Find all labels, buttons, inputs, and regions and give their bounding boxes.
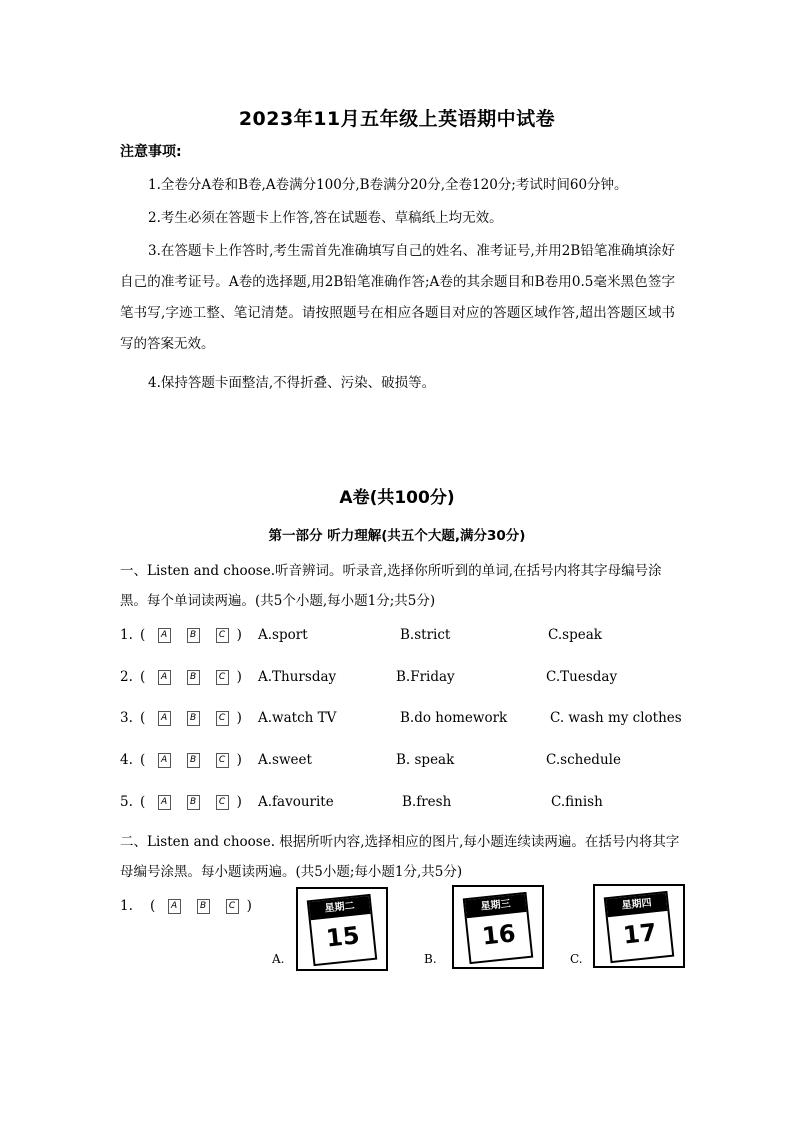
option-c: C. wash my clothes <box>550 710 682 726</box>
bubble-a[interactable]: A <box>158 628 171 643</box>
bubble-b[interactable]: B <box>197 899 210 914</box>
calendar-weekday: 星期四 <box>606 893 668 917</box>
q1-num: 2. <box>120 669 133 685</box>
option-b: B.do homework <box>400 710 508 726</box>
option-a: A.Thursday <box>258 669 337 685</box>
bubble-c[interactable]: C <box>226 899 239 914</box>
option-b: B.Friday <box>396 669 455 685</box>
option-c: C.schedule <box>546 752 621 768</box>
q1-num: 4. <box>120 752 133 768</box>
bubble-b[interactable]: B <box>187 795 200 810</box>
calendar-page <box>307 894 378 966</box>
calendar-image-c <box>593 884 685 968</box>
notice-item-2: 2.考生必须在答题卡上作答,答在试题卷、草稿纸上均无效。 <box>148 210 503 226</box>
bubble-b[interactable]: B <box>187 670 200 685</box>
option-a: A.sweet <box>258 752 312 768</box>
notice-item-4: 4.保持答题卡面整洁,不得折叠、污染、破损等。 <box>148 375 436 391</box>
bubble-b[interactable]: B <box>187 628 200 643</box>
bubble-a[interactable]: A <box>158 795 171 810</box>
option-a: A.favourite <box>258 794 334 810</box>
bubble-a[interactable]: A <box>158 753 171 768</box>
option-c: C.Tuesday <box>546 669 618 685</box>
q2-num: 1. <box>120 898 133 914</box>
q1-row-4 <box>120 752 700 774</box>
bubble-c[interactable]: C <box>216 711 229 726</box>
q1-row-5 <box>120 794 700 816</box>
notice-item-3: 3.在答题卡上作答时,考生需首先准确填写自己的姓名、准考证号,并用2B铅笔准确填涂好自己的准考证号。A卷的选择题,用2B铅笔准确作答;A卷的其余题目和B卷用0.5毫米黑色签字笔书写,字迹工整、笔记清楚。请按照题号在相应各题目对应的答题区域作答,超出答题区域书写的答案无效。 <box>120 243 675 352</box>
page-title: 2023年11月五年级上英语期中试卷 <box>238 108 556 130</box>
q1-row-2 <box>120 669 700 691</box>
calendar-page <box>604 891 675 963</box>
bubble-b[interactable]: B <box>187 711 200 726</box>
option-a-label: A. <box>272 952 285 966</box>
notice-list <box>120 170 675 399</box>
option-c-label: C. <box>570 952 583 966</box>
notice-item-1: 1.全卷分A卷和B卷,A卷满分100分,B卷满分20分,全卷120分;考试时间60分钟。 <box>148 177 628 193</box>
answer-bubbles[interactable]: ( A B C ) <box>140 710 242 726</box>
calendar-image-a <box>296 887 388 971</box>
option-b: B.strict <box>400 627 451 643</box>
q1-row-1 <box>120 627 700 649</box>
answer-bubbles[interactable]: ( A B C ) <box>140 669 242 685</box>
q1-num: 3. <box>120 710 133 726</box>
bubble-c[interactable]: C <box>216 628 229 643</box>
answer-bubbles[interactable]: ( A B C ) <box>150 898 252 914</box>
part1-title: 第一部分 听力理解(共五个大题,满分30分) <box>268 528 526 544</box>
q1-instruction: 一、Listen and choose.听音辨词。听录音,选择你所听到的单词,在括号内将其字母编号涂黑。每个单词读两遍。(共5个小题,每小题1分;共5分) <box>120 563 662 609</box>
bubble-a[interactable]: A <box>158 670 171 685</box>
bubble-c[interactable]: C <box>216 753 229 768</box>
section-a-title: A卷(共100分) <box>339 488 455 508</box>
notice-heading: 注意事项: <box>120 144 182 160</box>
answer-bubbles[interactable]: ( A B C ) <box>140 794 242 810</box>
calendar-date: 16 <box>480 919 517 951</box>
calendar-weekday: 星期三 <box>465 894 527 918</box>
calendar-date: 17 <box>621 918 658 950</box>
q1-row-3 <box>120 710 700 732</box>
answer-bubbles[interactable]: ( A B C ) <box>140 752 242 768</box>
q1-num: 5. <box>120 794 133 810</box>
option-c: C.finish <box>551 794 603 810</box>
option-b: B.fresh <box>402 794 452 810</box>
bubble-a[interactable]: A <box>168 899 181 914</box>
calendar-page <box>463 892 534 964</box>
option-a: A.sport <box>258 627 308 643</box>
calendar-date: 15 <box>324 921 361 953</box>
calendar-image-b <box>452 885 544 969</box>
bubble-b[interactable]: B <box>187 753 200 768</box>
bubble-c[interactable]: C <box>216 795 229 810</box>
option-b: B. speak <box>396 752 455 768</box>
option-c: C.speak <box>548 627 602 643</box>
option-b-label: B. <box>424 952 437 966</box>
answer-bubbles[interactable]: ( A B C ) <box>140 627 242 643</box>
option-a: A.watch TV <box>258 710 337 726</box>
q2-instruction: 二、Listen and choose. 根据所听内容,选择相应的图片,每小题连续读两遍。在括号内将其字母编号涂黑。每小题读两遍。(共5小题;每小题1分,共5分) <box>120 834 680 880</box>
bubble-c[interactable]: C <box>216 670 229 685</box>
bubble-a[interactable]: A <box>158 711 171 726</box>
q1-num: 1. <box>120 627 133 643</box>
calendar-weekday: 星期二 <box>309 896 371 920</box>
